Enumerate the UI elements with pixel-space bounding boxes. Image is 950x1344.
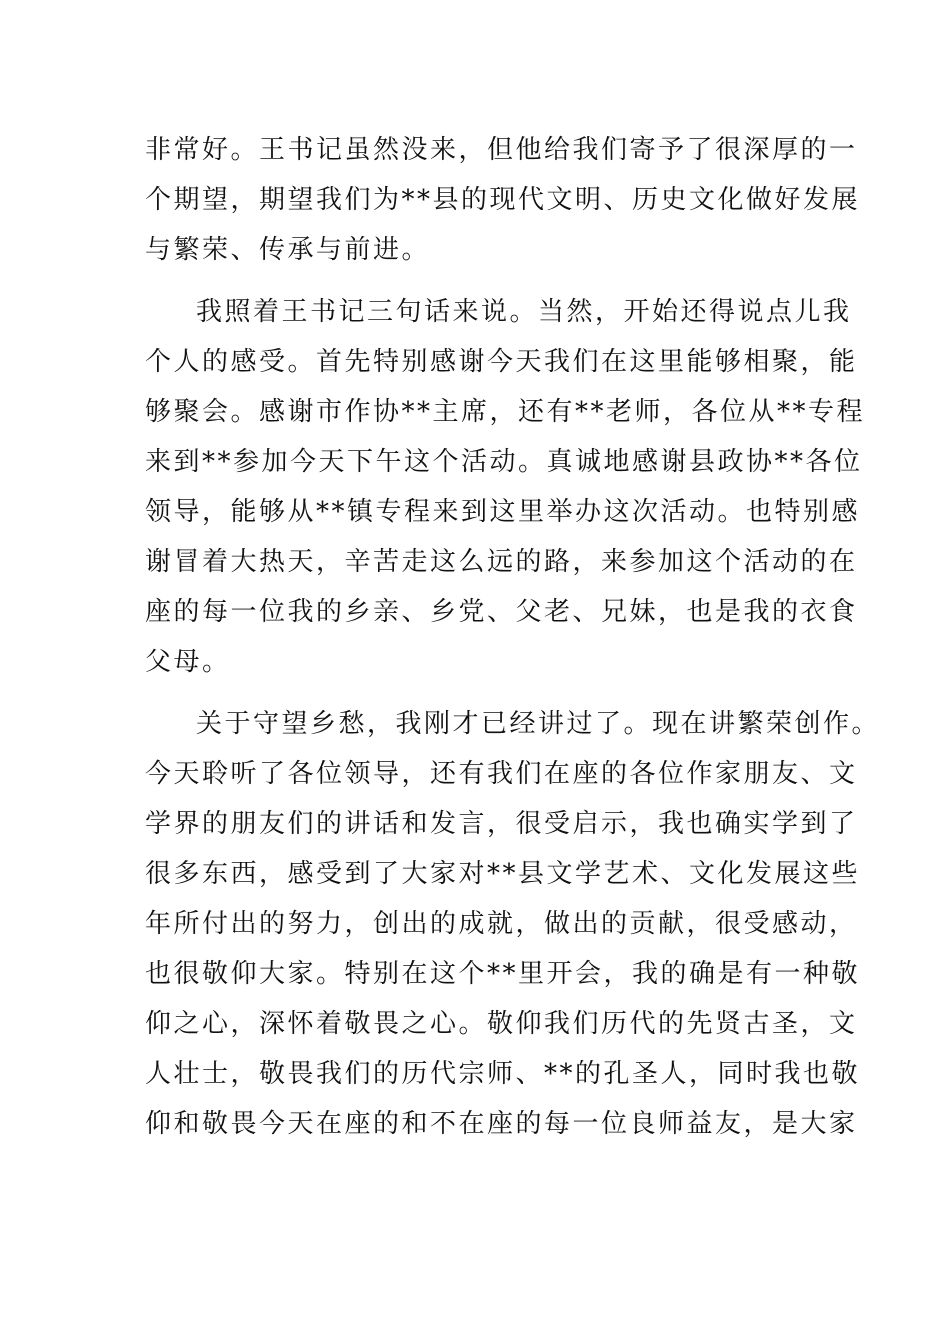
paragraph-3-line-9: 仰和敬畏今天在座的和不在座的每一位良师益友，是大家 (145, 1109, 858, 1139)
paragraph-3-line-3: 学界的朋友们的讲话和发言，很受启示，我也确实学到了 (145, 809, 858, 839)
paragraph-2-line-2: 个人的感受。首先特别感谢今天我们在这里能够相聚，能 (145, 347, 858, 377)
paragraph-1-line-1: 非常好。王书记虽然没来，但他给我们寄予了很深厚的一 (145, 135, 858, 165)
paragraph-2-line-6: 谢冒着大热天，辛苦走这么远的路，来参加这个活动的在 (145, 547, 858, 577)
paragraph-2-line-3: 够聚会。感谢市作协**主席，还有**老师，各位从**专程 (145, 397, 866, 427)
paragraph-3-line-5: 年所付出的努力，创出的成就，做出的贡献，很受感动， (145, 909, 858, 939)
paragraph-3-line-8: 人壮士，敬畏我们的历代宗师、**的孔圣人，同时我也敬 (145, 1059, 861, 1089)
paragraph-1-line-2: 个期望，期望我们为**县的现代文明、历史文化做好发展 (145, 185, 861, 215)
paragraph-1-line-3: 与繁荣、传承与前进。 (145, 235, 431, 265)
paragraph-3-line-7: 仰之心，深怀着敬畏之心。敬仰我们历代的先贤古圣，文 (145, 1009, 858, 1039)
paragraph-2-line-5: 领导，能够从**镇专程来到这里举办这次活动。也特别感 (145, 497, 861, 527)
paragraph-3-line-1: 关于守望乡愁，我刚才已经讲过了。现在讲繁荣创作。 (196, 709, 881, 739)
paragraph-2-line-8: 父母。 (145, 647, 231, 677)
paragraph-3-line-6: 也很敬仰大家。特别在这个**里开会，我的确是有一种敬 (145, 959, 861, 989)
paragraph-2-line-1: 我照着王书记三句话来说。当然，开始还得说点儿我 (196, 297, 852, 327)
paragraph-2-line-7: 座的每一位我的乡亲、乡党、父老、兄妹，也是我的衣食 (145, 597, 858, 627)
paragraph-3-line-2: 今天聆听了各位领导，还有我们在座的各位作家朋友、文 (145, 759, 858, 789)
paragraph-2-line-4: 来到**参加今天下午这个活动。真诚地感谢县政协**各位 (145, 447, 863, 477)
paragraph-3-line-4: 很多东西，感受到了大家对**县文学艺术、文化发展这些 (145, 859, 861, 889)
